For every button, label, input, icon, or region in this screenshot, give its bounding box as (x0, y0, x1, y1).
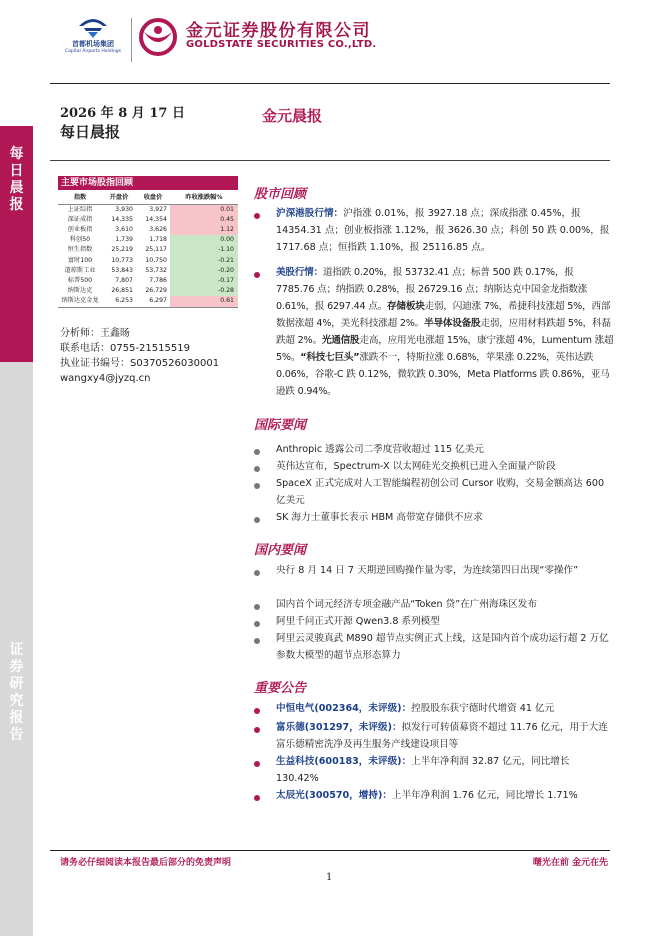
analyst-info (60, 326, 219, 386)
international-item: SK 海力士董事长表示 HBM 高带宽存储供不应求 (276, 512, 483, 523)
header-rule (50, 83, 610, 84)
market-table-header-row (58, 190, 238, 204)
international-item: Anthropic 透露公司二季度营收超过 115 亿美元 (276, 444, 484, 455)
change-cell: -0.20 (170, 266, 238, 276)
goldstate-emblem-icon (138, 18, 178, 56)
bullet-icon (254, 570, 260, 576)
domestic-item: 国内首个词元经济专项金融产品“Token 贷”在广州海珠区发布 (276, 599, 537, 610)
bullet-icon (254, 761, 260, 767)
bullet-icon (254, 638, 260, 644)
close-cell: 6,297 (136, 296, 170, 307)
open-cell: 53,843 (111, 266, 133, 274)
index-name-cell: 道琼斯工业 (64, 266, 96, 274)
sidebar-top-label: 每 日 晨 报 (9, 146, 24, 213)
partner-name-en: Capital Airports Holdings (65, 49, 121, 54)
market-index-table (58, 176, 238, 308)
open-cell: 3,610 (115, 225, 133, 233)
close-cell: 14,354 (145, 215, 167, 223)
market-table-row (58, 245, 238, 255)
close-cell: 10,750 (145, 256, 167, 264)
col-change: 昨收涨跌幅% (170, 190, 238, 204)
announcement-item: 中恒电气(002364，未评级)：控股股东获宁德时代增资 41 亿元 (276, 703, 555, 714)
section-title-international: 国际要闻 (254, 418, 307, 433)
col-close: 收盘价 (136, 190, 170, 204)
change-cell: -1.10 (170, 245, 238, 255)
bullet-icon (254, 621, 260, 627)
section-title-announcements: 重要公告 (254, 681, 307, 696)
disclaimer: 请务必仔细阅读本报告最后部分的免责声明 (60, 858, 232, 868)
announcement-item: 富乐德(301297，未评级)：拟发行可转债募资不超过 11.76 亿元，用于大连富乐德精密洗净及再生服务产线建设项目等 (276, 722, 608, 750)
bullet-icon (254, 727, 260, 733)
bullet-icon (254, 213, 260, 219)
report-date: 2026 年 8 月 17 日 (60, 106, 185, 121)
title-rule (50, 160, 610, 161)
market-table-row (58, 276, 238, 286)
index-name-cell: 标普500 (67, 276, 93, 284)
bullet-icon (254, 708, 260, 714)
close-cell: 53,732 (145, 266, 167, 274)
market-review-item: 美股行情：道指跌 0.20%，报 53732.41 点；标普 500 跌 0.17%，报 7785.76 点；纳指跌 0.28%，报 26729.16 点；纳斯达克中国金龙指数涨 0.61%，报 6297.44 点。存储板块走弱，闪迪涨 7%，希捷科技涨超 5%，西部数据涨超 4%，美光科技涨超 2%。半导体设备股走弱，应用材料跌超 5%，科磊跌超 2%。光通信股走高，应用光电涨超 15%，康宁涨超 4%，Lumentum 涨超 5%。“科技七巨头”涨跌不一，特斯拉涨 0.68%，苹果涨 0.22%，英伟达跌 0.06%，谷歌-C 跌 0.12%，微软跌 0.30%，Meta Platforms 跌 0.86%，亚马逊跌 0.94%。 (276, 267, 614, 397)
open-cell: 6,253 (102, 296, 136, 307)
sidebar-bottom-label: 证 券 研 究 报 告 (9, 642, 24, 743)
section-title-market-review: 股市回顾 (254, 187, 307, 202)
partner-name-cn: 首都机场集团 (72, 40, 114, 48)
market-table-row (58, 235, 238, 245)
market-table-row (58, 256, 238, 266)
bullet-icon (254, 449, 260, 455)
slogan: 曙光在前 金元在先 (532, 858, 608, 868)
market-table-heading: 主要市场股指回顾 (58, 176, 238, 190)
announcement-item: 太辰光(300570，增持)：上半年净利润 1.76 亿元，同比增长 1.71% (276, 790, 578, 801)
section-title-domestic: 国内要闻 (254, 543, 307, 558)
index-name-cell: 富时100 (67, 256, 93, 264)
domestic-item: 阿里千问正式开源 Qwen3.8 系列模型 (276, 616, 440, 627)
market-table-row (58, 296, 238, 307)
bullet-icon (254, 795, 260, 801)
close-cell: 3,927 (149, 205, 167, 213)
index-name-cell: 深证成指 (67, 215, 93, 223)
market-review-item: 沪深港股行情：沪指涨 0.01%，报 3927.18 点；深成指涨 0.45%，报 14354.31 点；创业板指涨 1.12%，报 3626.30 点；科创 50 跌 0.00%，报 1717.68 点；恒指跌 1.10%，报 25116.85 点。 (276, 208, 610, 253)
open-cell: 3,930 (115, 205, 133, 213)
col-index: 指数 (58, 190, 102, 204)
sidebar-bottom (0, 362, 33, 936)
change-cell: -0.17 (170, 276, 238, 286)
international-item: 英伟达宣布，Spectrum-X 以太网硅光交换机已进入全面量产阶段 (276, 461, 556, 472)
doc-title: 每日晨报 (60, 123, 121, 141)
capital-airports-logo (60, 14, 126, 54)
analyst-name: 分析师：王鑫旸 (60, 328, 130, 339)
col-open: 开盘价 (102, 190, 136, 204)
analyst-cert: 执业证书编号：S0370526030001 (60, 358, 220, 369)
index-name-cell: 纳斯达克金龙 (58, 296, 102, 307)
change-cell: 0.01 (170, 204, 238, 215)
close-cell: 26,729 (145, 287, 167, 295)
bullet-icon (254, 604, 260, 610)
company-name-en: GOLDSTATE SECURITIES CO.,LTD. (186, 39, 377, 50)
index-name-cell: 纳斯达克 (67, 287, 93, 295)
analyst-phone: 联系电话：0755-21515519 (60, 343, 190, 354)
domestic-item: 阿里云灵骏真武 M890 超节点实例正式上线，这是国内首个成功运行超 2 万亿参数大模型的超节点形态算力 (276, 633, 609, 661)
index-name-cell: 科创50 (69, 236, 91, 244)
domestic-item: 央行 8 月 14 日 7 天期逆回购操作量为零，为连续第四日出现“零操作” (276, 565, 579, 576)
market-table-row (58, 266, 238, 276)
change-cell: 0.00 (170, 235, 238, 245)
close-cell: 3,626 (149, 225, 167, 233)
bullet-icon (254, 272, 260, 278)
market-table-row (58, 215, 238, 225)
market-table-row (58, 286, 238, 296)
close-cell: 25,117 (145, 246, 167, 254)
close-cell: 1,718 (149, 236, 167, 244)
change-cell: -0.21 (170, 256, 238, 266)
bullet-icon (254, 466, 260, 472)
close-cell: 7,786 (149, 276, 167, 284)
market-table-row (58, 204, 238, 215)
index-name-cell: 创业板指 (67, 225, 93, 233)
open-cell: 14,335 (111, 215, 133, 223)
open-cell: 1,739 (115, 236, 133, 244)
index-name-cell: 上证综指 (67, 205, 93, 213)
open-cell: 10,773 (111, 256, 133, 264)
change-cell: 0.45 (170, 215, 238, 225)
open-cell: 7,807 (115, 276, 133, 284)
change-cell: -0.28 (170, 286, 238, 296)
company-name-cn: 金元证券股份有限公司 (186, 21, 371, 41)
international-item: SpaceX 正式完成对人工智能编程初创公司 Cursor 收购，交易金额高达 600 亿美元 (276, 478, 605, 506)
change-cell: 1.12 (170, 225, 238, 235)
market-table-row (58, 225, 238, 235)
page-number: 1 (326, 872, 333, 883)
announcement-item: 生益科技(600183，未评级)：上半年净利润 32.87 亿元，同比增长 130.42% (276, 756, 570, 784)
analyst-email[interactable]: wangxy4@jyzq.cn (60, 373, 151, 384)
capital-airports-emblem-icon (76, 14, 110, 38)
open-cell: 25,219 (111, 246, 133, 254)
report-name: 金元晨报 (262, 107, 323, 125)
footer-rule (50, 850, 610, 851)
logo-divider (131, 18, 132, 62)
open-cell: 26,851 (111, 287, 133, 295)
index-name-cell: 恒生指数 (67, 246, 93, 254)
change-cell: 0.61 (170, 296, 238, 307)
bullet-icon (254, 517, 260, 523)
sidebar-top (0, 126, 33, 362)
bullet-icon (254, 483, 260, 489)
